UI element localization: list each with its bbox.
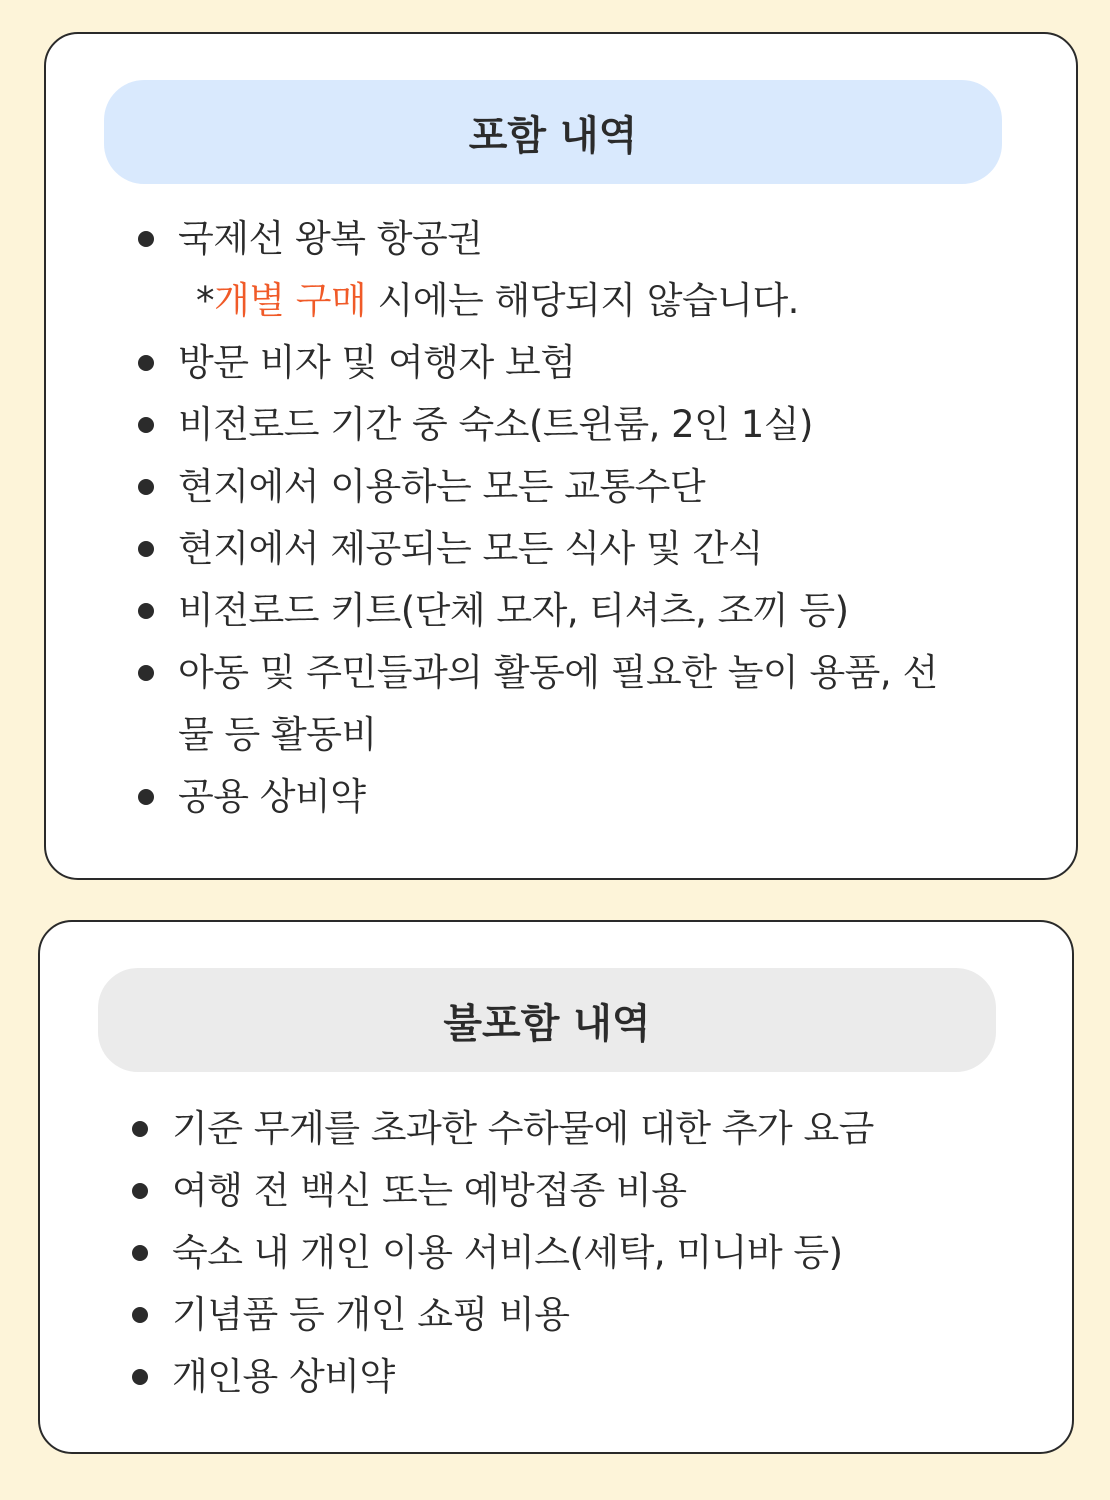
excluded-section — [38, 920, 1074, 1454]
excluded-title: 불포함 내역 — [98, 968, 996, 1072]
list-item — [126, 1098, 1006, 1160]
bullet-icon — [132, 1245, 148, 1261]
item-text: 공용 상비약 — [178, 775, 366, 818]
item-text: 현지에서 이용하는 모든 교통수단 — [178, 465, 706, 508]
item-text: 아동 및 주민들과의 활동에 필요한 놀이 용품, 선물 등 활동비 — [178, 651, 938, 756]
list-item — [132, 456, 962, 518]
list-item — [126, 1222, 1006, 1284]
item-text: 국제선 왕복 항공권 — [178, 217, 483, 260]
bullet-icon — [138, 417, 154, 433]
bullet-icon — [138, 541, 154, 557]
list-item — [132, 394, 962, 456]
item-text: 현지에서 제공되는 모든 식사 및 간식 — [178, 527, 763, 570]
item-text: 숙소 내 개인 이용 서비스(세탁, 미니바 등) — [172, 1231, 843, 1274]
airfare-note — [178, 270, 962, 332]
item-text: 기준 무게를 초과한 수하물에 대한 추가 요금 — [172, 1107, 874, 1150]
note-highlight: 개별 구매 — [214, 279, 367, 322]
item-text: 비전로드 기간 중 숙소(트윈룸, 2인 1실) — [178, 403, 813, 446]
excluded-list — [126, 1098, 1006, 1408]
item-text: 기념품 등 개인 쇼핑 비용 — [172, 1293, 570, 1336]
bullet-icon — [138, 789, 154, 805]
list-item — [132, 580, 962, 642]
item-text: 방문 비자 및 여행자 보험 — [178, 341, 576, 384]
item-text: 비전로드 키트(단체 모자, 티셔츠, 조끼 등) — [178, 589, 849, 632]
bullet-icon — [132, 1121, 148, 1137]
bullet-icon — [138, 665, 154, 681]
item-text: 여행 전 백신 또는 예방접종 비용 — [172, 1169, 687, 1212]
bullet-icon — [138, 355, 154, 371]
bullet-icon — [138, 479, 154, 495]
included-list — [132, 208, 962, 828]
list-item — [126, 1160, 1006, 1222]
note-prefix: * — [196, 279, 214, 322]
bullet-icon — [132, 1369, 148, 1385]
bullet-icon — [138, 231, 154, 247]
item-text: 개인용 상비약 — [172, 1355, 395, 1398]
included-title: 포함 내역 — [104, 80, 1002, 184]
list-item — [132, 208, 962, 332]
list-item — [126, 1284, 1006, 1346]
included-section — [44, 32, 1078, 880]
list-item — [132, 766, 962, 828]
bullet-icon — [132, 1307, 148, 1323]
bullet-icon — [132, 1183, 148, 1199]
list-item — [132, 332, 962, 394]
list-item — [132, 518, 962, 580]
bullet-icon — [138, 603, 154, 619]
list-item — [126, 1346, 1006, 1408]
note-suffix: 시에는 해당되지 않습니다. — [366, 279, 799, 322]
list-item — [132, 642, 962, 766]
